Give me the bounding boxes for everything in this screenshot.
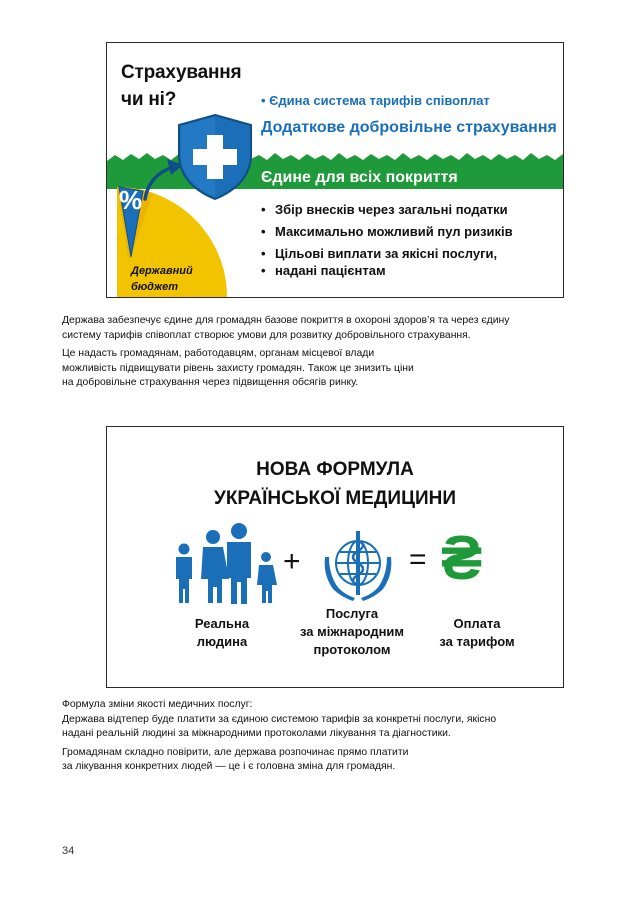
who-emblem-icon (317, 527, 399, 605)
slide1-title: Страхування чи ні? (121, 62, 242, 110)
coverage-bullet-list (261, 201, 513, 284)
equals-sign: = (409, 543, 427, 576)
voluntary-insurance-heading: Додаткове добровільне страхування (261, 119, 557, 136)
insurance-slide (106, 42, 564, 298)
paragraph-lines-b: Це надасть громадянам, работодавцям, органам місцевої влади можливість підвищувати рівень захисту громадян. Також це знизить ціни на добровільне страхування через підвищення обсягів ринку. (62, 348, 414, 388)
paragraph-formula (62, 698, 572, 779)
unified-coverage-heading: Єдине для всіх покриття (261, 169, 458, 186)
paragraph-lines-a: Держава забезпечує єдине для громадян базове покриття в охороні здоров’я та через єдину систему тарифів співоплат створює умови для розвитку добровільного страхування. (62, 315, 510, 341)
list-item: • Цільові виплати за якісні послуги, (261, 245, 513, 262)
page-number: 34 (62, 845, 75, 857)
state-budget-label: Державний бюджет (131, 265, 193, 293)
list-item: • Збір внесків через загальні податки (261, 201, 513, 218)
paragraph-insurance (62, 314, 572, 395)
list-item: • надані пацієнтам (261, 262, 513, 279)
hryvnia-icon: ₴ (441, 524, 483, 593)
list-item: • Максимально можливий пул ризиків (261, 223, 513, 240)
caption-tariff-payment: Оплата за тарифом (439, 616, 515, 649)
percent-symbol: % (119, 185, 143, 215)
caption-real-person: Реальна людина (194, 616, 250, 649)
plus-sign: + (283, 545, 301, 578)
shield-cross-icon (177, 113, 253, 201)
family-icon (173, 523, 277, 605)
paragraph-lines-d: Громадянам складно повірити, але держава розпочинає прямо платити за лікування конкретних людей — це і є головна зміна для громадян. (62, 746, 409, 772)
tariff-system-bullet: • Єдина система тарифів співоплат (261, 93, 490, 108)
paragraph-lines-c: Формула зміни якості медичних послуг: Держава відтепер буде платити за єдиною системою тарифів за конкретні послуги, якісно надані реальній людині за міжнародними протоколами лікування та діагностики. (62, 699, 497, 739)
formula-title: НОВА ФОРМУЛА УКРАЇНСЬКОЇ МЕДИЦИНИ (214, 459, 456, 509)
formula-slide (106, 426, 564, 688)
caption-service-protocol: Послуга за міжнародним протоколом (299, 606, 405, 657)
